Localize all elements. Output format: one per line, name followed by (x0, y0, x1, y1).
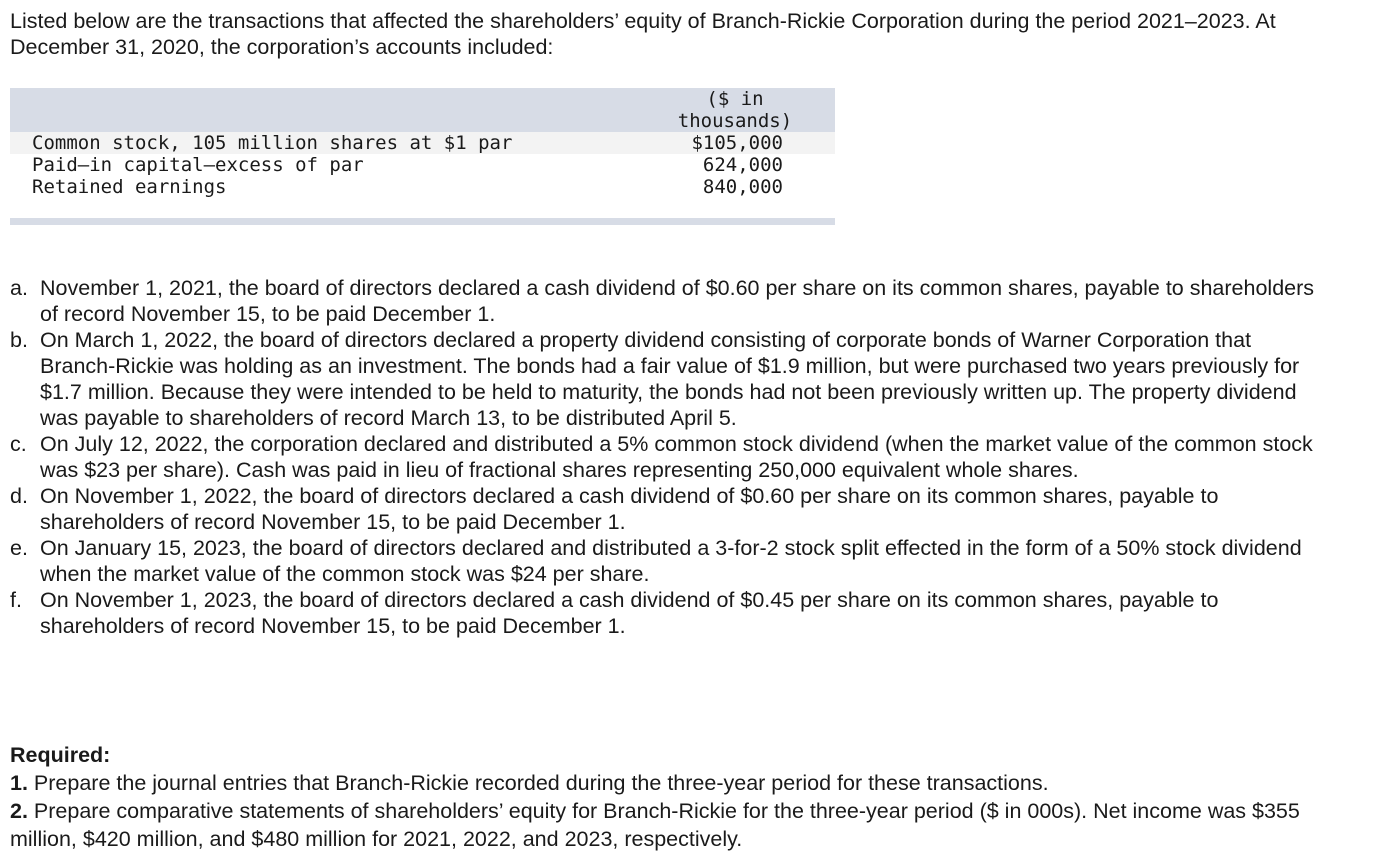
item-text: On November 1, 2023, the board of directors declared a cash dividend of $0.45 per share on its common shares, payable to shareholders of record November 15, to be paid December 1. (40, 588, 1219, 638)
item-marker: f. (10, 588, 22, 612)
table-row (10, 176, 835, 198)
list-item (10, 535, 1330, 587)
accounts-table-header (10, 88, 835, 132)
item-marker: c. (10, 432, 27, 456)
item-text: On January 15, 2023, the board of directors declared and distributed a 3-for-2 stock split effected in the form of a 50% stock dividend when the market value of the common stock was $24 per share. (40, 536, 1302, 586)
item-marker: e. (10, 536, 28, 560)
required-item-number: 2. (10, 799, 28, 823)
item-text: November 1, 2021, the board of directors declared a cash dividend of $0.60 per share on its common shares, payable to shareholders of record November 15, to be paid December 1. (40, 276, 1315, 326)
account-label: Retained earnings (32, 176, 227, 198)
item-text: On July 12, 2022, the corporation declared and distributed a 5% common stock dividend (when the market value of the common stock was $23 per share). Cash was paid in lieu of fractional shares representing 250,000 equivalent whole shares. (40, 432, 1313, 482)
item-marker: d. (10, 484, 28, 508)
required-section (10, 741, 1310, 853)
table-row (10, 154, 835, 176)
item-text: On March 1, 2022, the board of directors declared a property dividend consisting of corporate bonds of Warner Corporation that Branch-Rickie was holding as an investment. The bonds had a fair value of $1.9 million, but were purchased two years previously for $1.7 million. Because they were intended to be held to maturity, the bonds had not been previously written up. The property dividend was payable to shareholders of record March 13, to be distributed April 5. (40, 328, 1300, 430)
required-item-number: 1. (10, 771, 28, 795)
required-item-text: Prepare the journal entries that Branch-Rickie recorded during the three-year period for these transactions. (33, 771, 1049, 795)
required-item (10, 797, 1310, 853)
list-item (10, 327, 1330, 431)
list-item (10, 275, 1330, 327)
item-text: On November 1, 2022, the board of directors declared a cash dividend of $0.60 per share on its common shares, payable to shareholders of record November 15, to be paid December 1. (40, 484, 1219, 534)
intro-paragraph: Listed below are the transactions that affected the shareholders’ equity of Branch-Rickie Corporation during the period 2021–2023. At December 31, 2020, the corporation’s accounts included: (10, 9, 1276, 59)
table-bottom-bar (10, 218, 835, 225)
account-label: Paid–in capital–excess of par (32, 154, 364, 176)
account-amount: 840,000 (702, 176, 783, 198)
table-row (10, 132, 835, 154)
account-amount: $105,000 (691, 132, 783, 154)
account-label: Common stock, 105 million shares at $1 par (32, 132, 513, 154)
list-item (10, 483, 1330, 535)
table-spacer (10, 198, 835, 218)
account-amount: 624,000 (702, 154, 783, 176)
unit-header: ($ in thousands) (677, 88, 793, 132)
item-marker: a. (10, 276, 28, 300)
transactions-list (10, 275, 1330, 639)
item-marker: b. (10, 328, 28, 352)
required-item-text: Prepare comparative statements of shareholders’ equity for Branch-Rickie for the three-year period ($ in 000s). Net income was $355 million, $420 million, and $480 million for 2021, 2022, and 2023, respectively. (10, 799, 1300, 851)
accounts-table (10, 88, 835, 225)
list-item (10, 587, 1330, 639)
list-item (10, 431, 1330, 483)
required-item (10, 769, 1310, 797)
required-heading: Required: (10, 743, 111, 767)
